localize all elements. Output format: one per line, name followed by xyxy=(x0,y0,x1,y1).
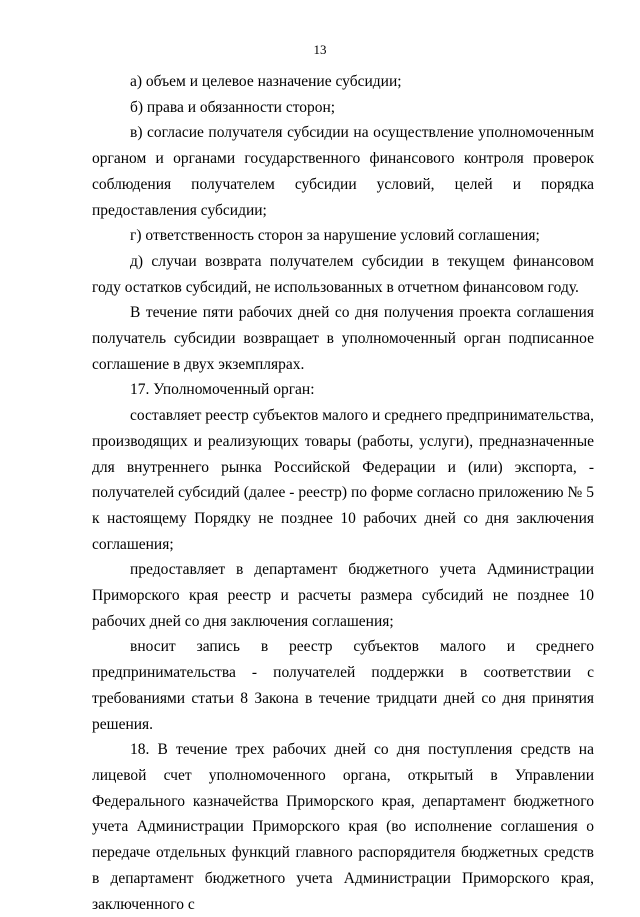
page-number: 13 xyxy=(313,42,327,57)
paragraph-register: составляет реестр субъектов малого и среднего предпринимательства, производящих и реализующих товары (работы, услуги), предназначенные для внутреннего рынка Российской Федерации и (или) экспорта, - получателей субсидий (далее - реестр) по форме согласно приложению № 5 к настоящему Порядку не позднее 10 рабочих дней со дня заключения соглашения; xyxy=(92,407,594,553)
paragraph-clause-18: 18. В течение трех рабочих дней со дня поступления средств на лицевой счет уполномоченного органа, открытый в Управлении Федерального казначейства Приморского края, департамент бюджетного учета Администрации Приморского края (во исполнение соглашения о передаче отдельных функций главного распорядителя бюджетных средств в департамент бюджетного учета Администрации Приморского края, заключенного с xyxy=(92,741,594,913)
paragraph-item-b: б) права и обязанности сторон; xyxy=(130,98,336,116)
paragraph-return-term: В течение пяти рабочих дней со дня получения проекта соглашения получатель субсидии возвращает в уполномоченный орган подписанное соглашение в двух экземплярах. xyxy=(92,304,594,373)
paragraph-clause-17: 17. Уполномоченный орган: xyxy=(130,381,315,399)
paragraph-record-entry: вносит запись в реестр субъектов малого и среднего предпринимательства - получателей поддержки в соответствии с требованиями статьи 8 Закона в течение тридцати дней со дня принятия решения. xyxy=(92,638,594,733)
paragraph-item-g: г) ответственность сторон за нарушение условий соглашения; xyxy=(130,227,540,245)
paragraph-item-d: д) случаи возврата получателем субсидии в текущем финансовом году остатков субсидий, не использованных в отчетном финансовом году. xyxy=(92,252,594,296)
paragraph-item-a: а) объем и целевое назначение субсидии; xyxy=(130,73,402,90)
paragraph-item-v: в) согласие получателя субсидии на осуществление уполномоченным органом и органами государственного финансового контроля проверок соблюдения получателем субсидии условий, целей и порядка предоставления субсидии; xyxy=(92,124,594,219)
paragraph-submission: предоставляет в департамент бюджетного учета Администрации Приморского края реестр и расчеты размера субсидий не позднее 10 рабочих дней со дня заключения соглашения; xyxy=(92,561,594,630)
document-body xyxy=(92,69,594,917)
